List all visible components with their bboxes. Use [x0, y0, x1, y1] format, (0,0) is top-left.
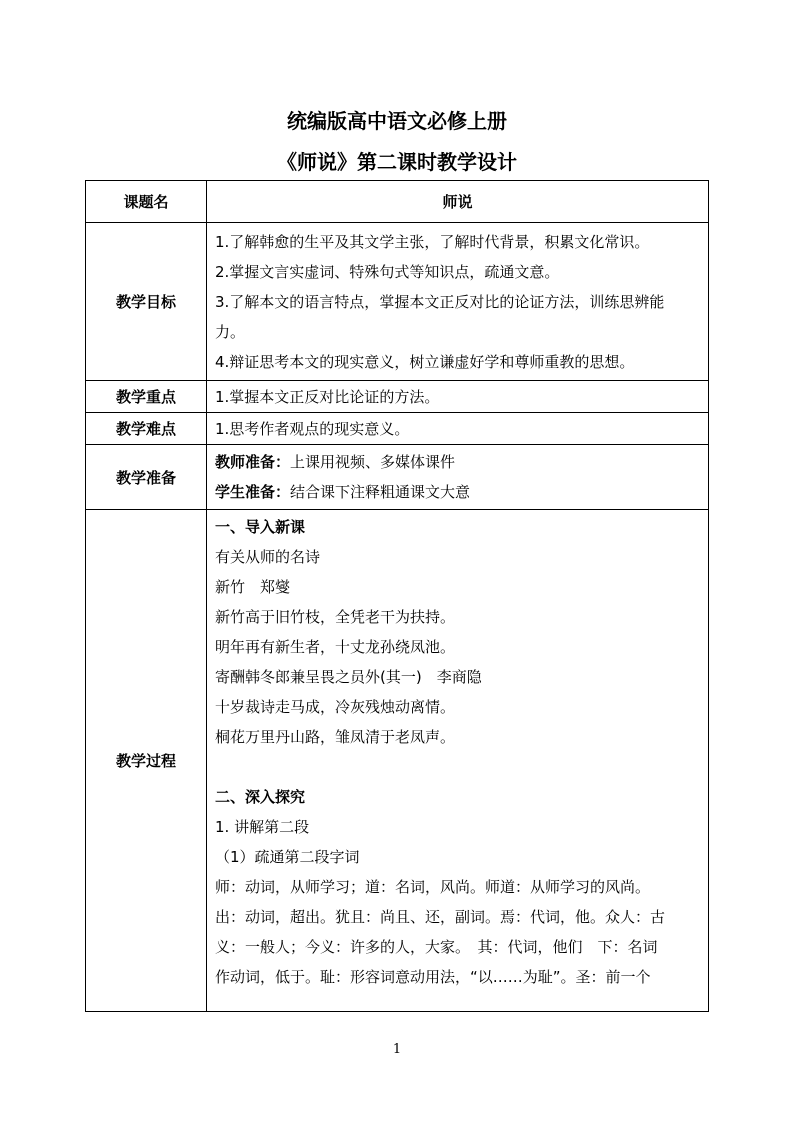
difficulties-label: 教学难点: [86, 413, 207, 445]
key-points-value: 1.掌握本文正反对比论证的方法。: [207, 381, 709, 413]
objective-line: 力。: [215, 322, 246, 341]
process-line: 十岁裁诗走马成，冷灰残烛动离情。: [215, 698, 456, 716]
process-line: 出：动词，超出。犹且：尚且、还，副词。焉：代词，他。众人：古: [215, 908, 666, 926]
section-heading: 二、深入探究: [215, 788, 306, 806]
teacher-preparation: [215, 447, 700, 477]
difficulties-value: 1.思考作者观点的现实意义。: [207, 413, 709, 445]
process-line: 寄酬韩冬郎兼呈畏之员外(其一) 李商隐: [215, 668, 482, 686]
document-subtitle: 《师说》第二课时教学设计: [277, 150, 517, 174]
process-line: 义：一般人；今义：许多的人，大家。 其：代词，他们 下：名词: [215, 938, 658, 956]
process-line: 1. 讲解第二段: [215, 818, 310, 836]
process-cell: [207, 510, 709, 1012]
teacher-preparation-label: 教师准备：: [215, 453, 291, 471]
preparation-label: 教学准备: [86, 445, 207, 510]
objective-line: 2.掌握文言实虚词、特殊句式等知识点，疏通文意。: [215, 262, 560, 281]
key-points-label: 教学重点: [86, 381, 207, 413]
topic-value: 师说: [207, 181, 709, 223]
process-line: 有关从师的名诗: [215, 548, 321, 566]
process-line: 桐花万里丹山路，雏凤清于老凤声。: [215, 728, 456, 746]
process-line: 明年再有新生者，十丈龙孙绕凤池。: [215, 638, 456, 656]
objective-line: 3.了解本文的语言特点，掌握本文正反对比的论证方法，训练思辨能: [215, 292, 665, 311]
student-preparation: [215, 477, 700, 507]
student-preparation-value: 结合课下注释粗通课文大意: [290, 483, 471, 501]
teacher-preparation-value: 上课用视频、多媒体课件: [290, 453, 456, 471]
document-title: 统编版高中语文必修上册: [287, 109, 507, 133]
process-label: 教学过程: [86, 510, 207, 1012]
objective-line: 4.辩证思考本文的现实意义，树立谦虚好学和尊师重教的思想。: [215, 352, 635, 371]
table-row-objectives: [86, 223, 709, 381]
process-line: 新竹 郑燮: [215, 578, 291, 596]
objectives-label: 教学目标: [86, 223, 207, 381]
table-row-preparation: [86, 445, 709, 510]
section-heading: 一、导入新课: [215, 518, 306, 536]
process-line: 师：动词，从师学习；道：名词，风尚。师道：从师学习的风尚。: [215, 878, 651, 896]
process-line: （1）疏通第二段字词: [215, 848, 360, 866]
table-row-key-points: [86, 381, 709, 413]
topic-label: 课题名: [86, 181, 207, 223]
student-preparation-label: 学生准备：: [215, 483, 291, 501]
table-row-process: [86, 510, 709, 1012]
process-line: 作动词，低于。耻：形容词意动用法，“以……为耻”。圣：前一个: [215, 968, 651, 986]
preparation-cell: [207, 445, 709, 510]
objective-line: 1.了解韩愈的生平及其文学主张，了解时代背景，积累文化常识。: [215, 232, 650, 251]
table-row-difficulties: [86, 413, 709, 445]
page-number: 1: [392, 1042, 402, 1057]
lesson-plan-table: [85, 180, 709, 1012]
blank-line: [215, 752, 700, 782]
objectives-cell: [207, 223, 709, 381]
table-row-topic: [86, 181, 709, 223]
process-line: 新竹高于旧竹枝，全凭老干为扶持。: [215, 608, 456, 626]
